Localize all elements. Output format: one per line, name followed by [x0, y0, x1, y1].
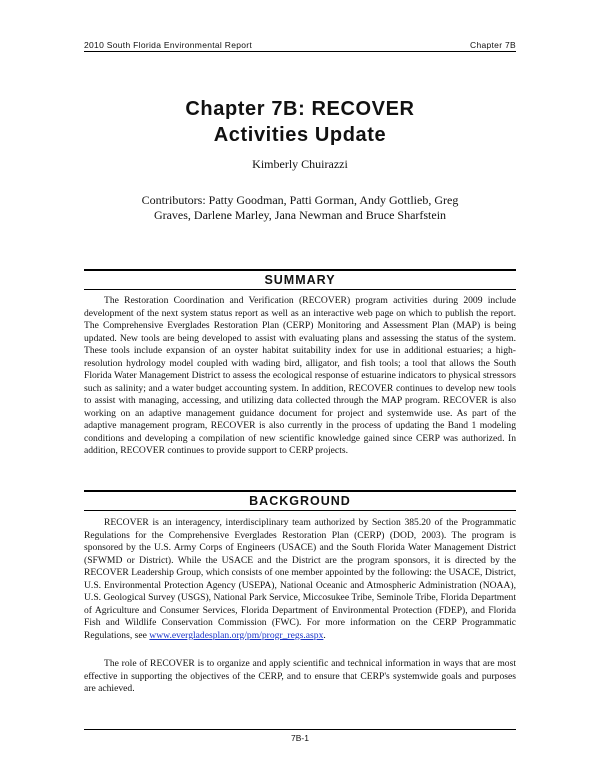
header-chapter: Chapter 7B [470, 40, 516, 50]
page-number: 7B-1 [291, 733, 309, 743]
background-paragraph-1-end: . [323, 629, 326, 641]
background-paragraph-1-text: RECOVER is an interagency, interdisciplinary team authorized by Section 385.20 of the Programmatic Regulations for the Comprehensive Everglades Restoration Plan (CERP) (DOD, 2003). The program is sponsored by the U.S. Army Corps of Engineers (USACE) and the South Florida Water Management District (SFWMD or District). While the USACE and the District are the program sponsors, it is directed by the RECOVER Leadership Group, which consists of one member appointed by the following: the USACE, District, U.S. Environmental Protection Agency (USEPA), National Oceanic and Atmospheric Administration (NOAA), U.S. Geological Survey (USGS), National Park Service, Miccosukee Tribe, Seminole Tribe, Florida Department of Agriculture and Consumer Services, Florida Department of Environmental Protection (FDEP), and Florida Fish and Wildlife Conservation Commission (FWC). For more information on the CERP Programmatic Regulations, see [84, 517, 516, 641]
contributors: Contributors: Patty Goodman, Patti Gorman, Andy Gottlieb, Greg Graves, Darlene Marley, Jana Newman and Bruce Sharfstein [141, 193, 459, 222]
chapter-title [84, 96, 516, 148]
footer-rule [84, 729, 516, 730]
cerp-regulations-link[interactable]: www.evergladesplan.org/pm/progr_regs.aspx [149, 629, 324, 641]
running-header [84, 40, 516, 50]
header-report-title: 2010 South Florida Environmental Report [84, 40, 253, 50]
background-paragraph-1 [84, 517, 516, 642]
chapter-title-line1: Chapter 7B: RECOVER [185, 98, 415, 120]
background-heading: BACKGROUND [84, 490, 516, 511]
author: Kimberly Chuirazzi [252, 157, 348, 171]
summary-paragraph: The Restoration Coordination and Verification (RECOVER) program activities during 2009 include development of the next system status report as well as an interactive web page on which to publish the report. The Comprehensive Everglades Restoration Plan (CERP) Monitoring and Assessment Plan (MAP) is being updated. New tools are being developed to assist with evaluating plans and assessing the status of the system. These tools include expansion of an oyster habitat suitability index for use in additional estuaries; a high-resolution hydrology model coupled with wading bird, alligator, and fish tools; a tool that allows the South Florida Water Management District to assess the ecological response of estuarine indicators to physical stressors such as salinity; and a water budget accounting system. In addition, RECOVER continues to develop new tools to assist with managing, accessing, and utilizing data collected through the MAP program. RECOVER is also working on an adaptive management guidance document for project and systemwide use. As part of the adaptive management program, RECOVER is also currently in the process of updating the Band 1 modeling conditions and developing a compilation of new scientific knowledge gained since CERP was authorized. In addition, RECOVER continues to provide support to CERP projects. [84, 295, 516, 456]
background-paragraph-2: The role of RECOVER is to organize and apply scientific and technical information in ways that are most effective in supporting the objectives of the CERP, and to ensure that CERP's systemwide goals and purposes are achieved. [84, 658, 516, 694]
header-rule [84, 51, 516, 52]
summary-heading: SUMMARY [84, 269, 516, 290]
chapter-title-line2: Activities Update [213, 124, 387, 146]
